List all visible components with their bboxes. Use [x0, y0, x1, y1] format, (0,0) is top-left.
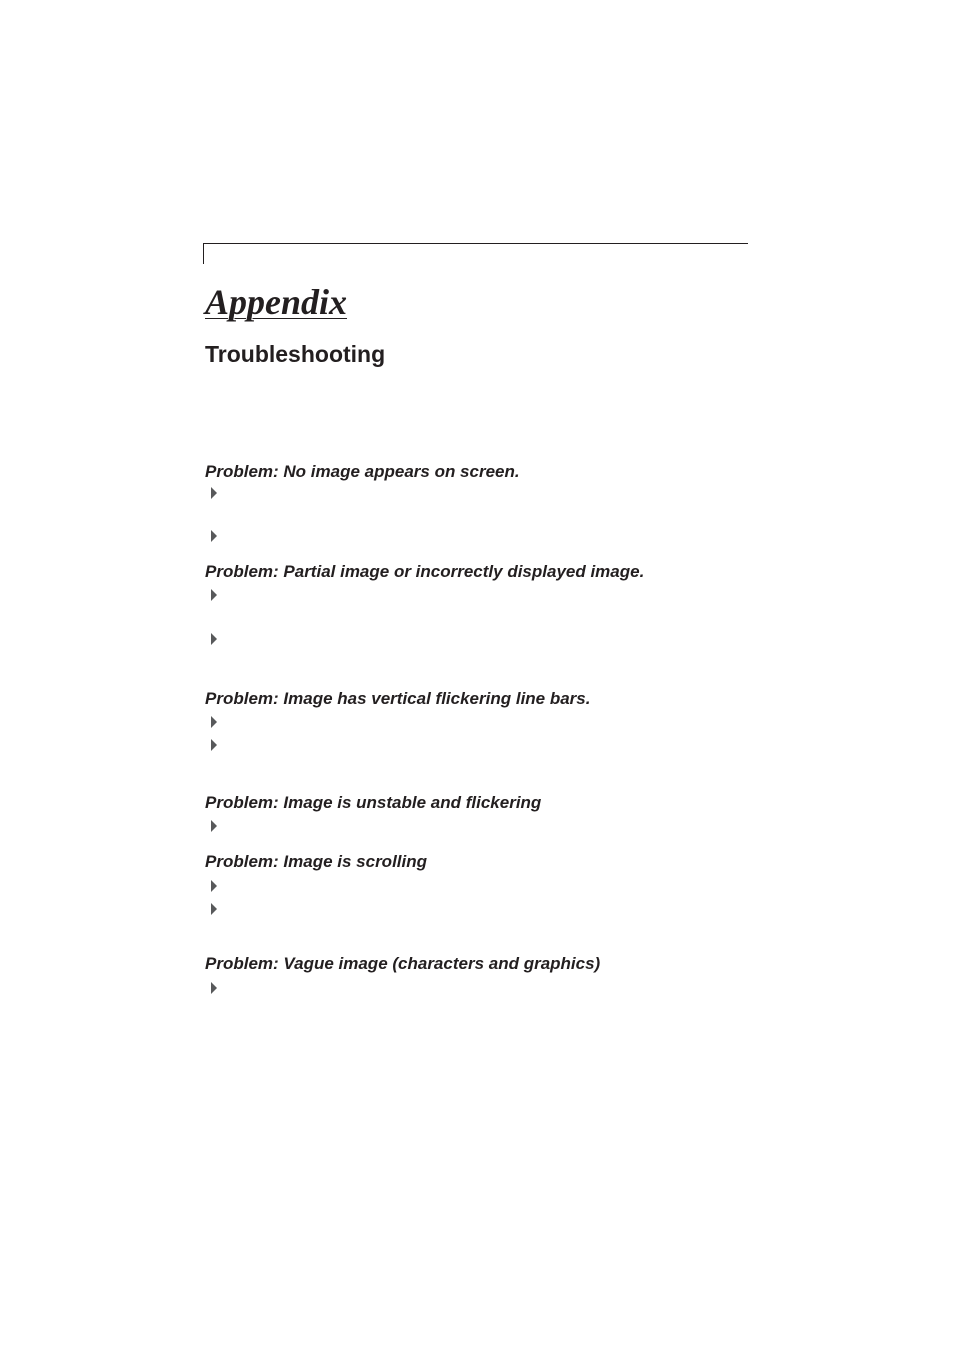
- header-rule: [203, 243, 748, 244]
- problem-heading: Problem: Partial image or incorrectly displayed image.: [205, 562, 645, 581]
- triangle-right-icon: [211, 487, 217, 499]
- problem-heading: Problem: Image has vertical flickering line bars.: [205, 689, 591, 708]
- triangle-right-icon: [211, 589, 217, 601]
- problem-heading: Problem: Image is scrolling: [205, 852, 428, 871]
- problem-heading: Problem: Vague image (characters and graphics): [205, 954, 601, 973]
- triangle-right-icon: [211, 903, 217, 915]
- triangle-right-icon: [211, 880, 217, 892]
- problem-heading: Problem: No image appears on screen.: [205, 462, 520, 481]
- triangle-right-icon: [211, 716, 217, 728]
- triangle-right-icon: [211, 530, 217, 542]
- page-title: Appendix: [205, 282, 348, 322]
- section-heading: Troubleshooting: [205, 341, 386, 367]
- triangle-right-icon: [211, 739, 217, 751]
- header-rule-tick: [203, 243, 204, 264]
- triangle-right-icon: [211, 982, 217, 994]
- triangle-right-icon: [211, 820, 217, 832]
- problem-heading: Problem: Image is unstable and flickering: [205, 793, 542, 812]
- triangle-right-icon: [211, 633, 217, 645]
